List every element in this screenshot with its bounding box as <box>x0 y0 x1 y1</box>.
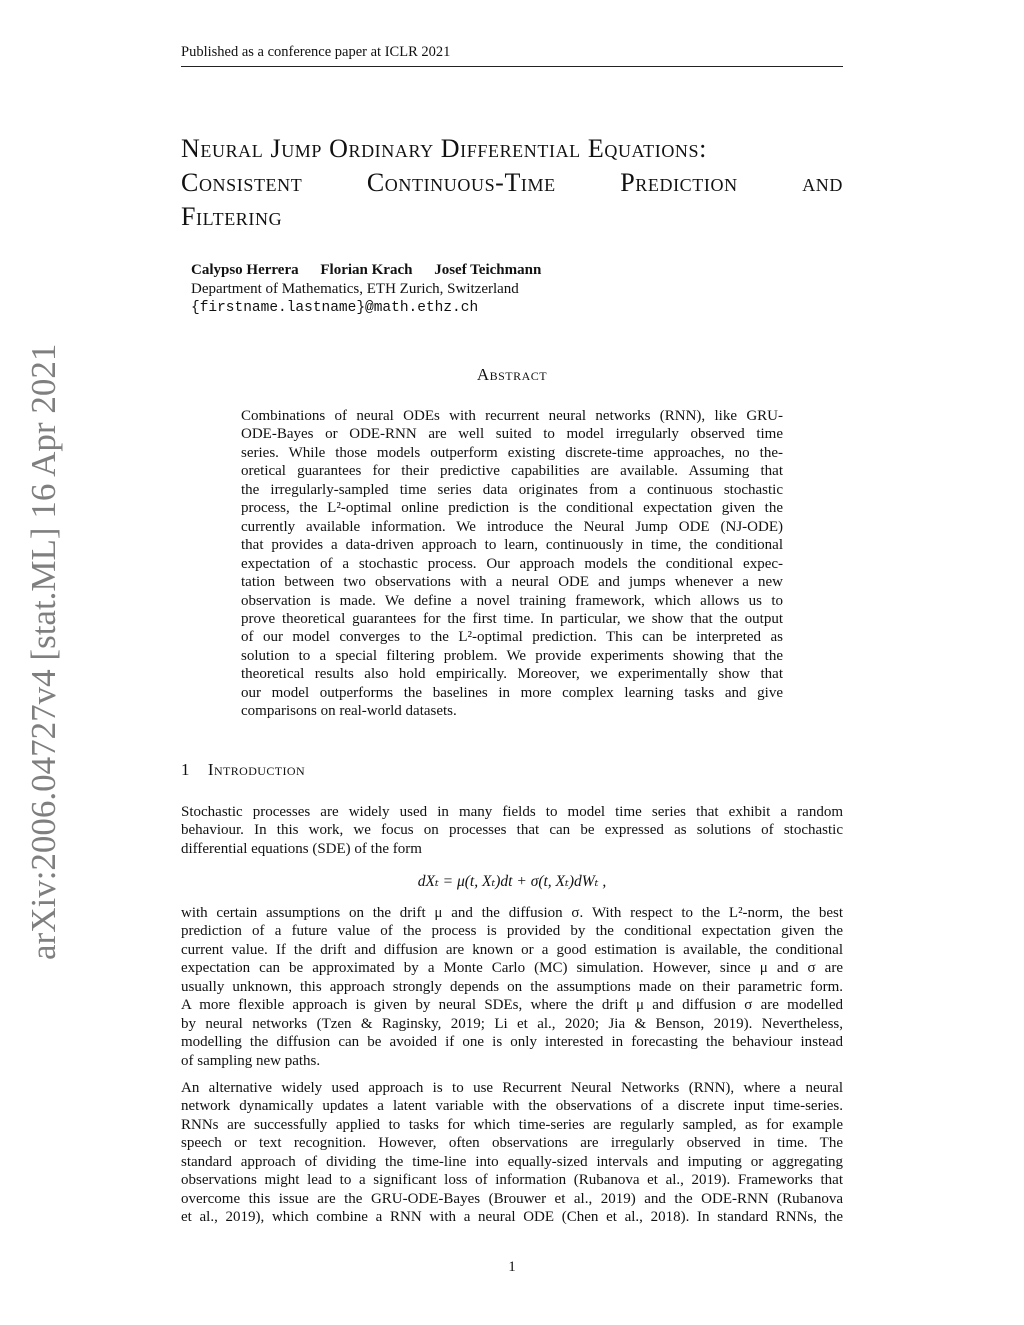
abstract-line: the irregularly-sampled time series data originates from a continuous stochastic <box>241 481 783 498</box>
abstract-line: of our model converges to the L²-optimal prediction. This can be interpreted as <box>241 629 783 646</box>
text-line: differential equations (SDE) of the form <box>181 840 422 857</box>
text-line: modelling the diffusion can be avoided if one is only interested in forecasting the behaviour instead <box>181 1034 843 1051</box>
text-line-with-citations[interactable]: by neural networks (Tzen & Raginsky, 2019; Li et al., 2020; Jia & Benson, 2019). Nevertheless, <box>181 1015 843 1032</box>
abstract-line: prove theoretical guarantees for the first time. In particular, we show that the output <box>241 610 783 627</box>
title-line-3: Filtering <box>181 202 283 231</box>
intro-paragraph-3 <box>181 1079 843 1227</box>
author-affiliation: Department of Mathematics, ETH Zurich, Switzerland <box>191 281 519 297</box>
text-line: behaviour. In this work, we focus on processes that can be expressed as solutions of stochastic <box>181 822 843 839</box>
abstract-line: solution to a special filtering problem. We provide experiments showing that the <box>241 647 783 664</box>
author-name: Calypso Herrera <box>191 262 299 278</box>
section-heading <box>181 760 305 780</box>
text-line: usually unknown, this approach strongly depends on the assumptions made on their parametric form. <box>181 978 843 995</box>
abstract-line: theoretical results also hold empirically. Moreover, we experimentally show that <box>241 666 783 683</box>
abstract-body <box>241 407 783 721</box>
text-line: speech or text recognition. However, often observations are irregularly observed in time. The <box>181 1135 843 1152</box>
text-line-with-citations[interactable]: et al., 2019), which combine a RNN with a neural ODE (Chen et al., 2018). In standard RNNs, the <box>181 1209 843 1226</box>
abstract-line: expectation of a stochastic process. Our approach models the conditional expec- <box>241 555 783 572</box>
text-line: standard approach of dividing the time-line into equally-sized intervals and imputing or aggregating <box>181 1153 843 1170</box>
abstract-line: comparisons on real-world datasets. <box>241 703 457 720</box>
arxiv-stamp: arXiv:2006.04727v4 [stat.ML] 16 Apr 2021 <box>24 343 63 960</box>
author-name: Florian Krach <box>320 262 413 278</box>
text-line-with-citations[interactable]: observations might lead to a significant loss of information (Rubanova et al., 2019). Frameworks that <box>181 1172 843 1189</box>
text-line: A more flexible approach is given by neural SDEs, where the drift μ and diffusion σ are modelled <box>181 997 843 1014</box>
author-block <box>191 261 559 318</box>
text-line: Stochastic processes are widely used in many fields to model time series that exhibit a random <box>181 804 843 820</box>
text-line: RNNs are successfully applied to tasks for which time-series are regularly sampled, as for example <box>181 1116 843 1133</box>
author-email: {firstname.lastname}@math.ethz.ch <box>191 300 479 316</box>
abstract-line: tation between two observations with a neural ODE and jumps whenever a new <box>241 574 783 591</box>
abstract-line: that provides a data-driven approach to learn, continuously in time, the conditional <box>241 537 783 554</box>
title-line-1: Neural Jump Ordinary Differential Equations: <box>181 134 707 163</box>
text-line: prediction of a future value of the process is provided by the conditional expectation given the <box>181 923 843 940</box>
author-names <box>191 261 559 280</box>
section-number: 1 <box>181 760 190 779</box>
page-number: 1 <box>508 1259 516 1275</box>
text-line: An alternative widely used approach is to use Recurrent Neural Networks (RNN), where a neural <box>181 1080 843 1096</box>
sde-equation: dXₜ = μ(t, Xₜ)dt + σ(t, Xₜ)dWₜ , <box>417 873 607 890</box>
text-line: with certain assumptions on the drift μ and the diffusion σ. With respect to the L²-norm, the best <box>181 905 843 921</box>
text-line: expectation can be approximated by a Monte Carlo (MC) simulation. However, since μ and σ are <box>181 960 843 977</box>
text-line: of sampling new paths. <box>181 1052 321 1069</box>
running-header: Published as a conference paper at ICLR 2021 <box>181 44 843 67</box>
abstract-line: currently available information. We introduce the Neural Jump ODE (NJ-ODE) <box>241 518 783 535</box>
intro-paragraph-1 <box>181 803 843 858</box>
abstract-line: Combinations of neural ODEs with recurrent neural networks (RNN), like GRU- <box>241 408 783 424</box>
paper-title <box>181 132 843 234</box>
author-name: Josef Teichmann <box>434 262 542 278</box>
abstract-line: our model outperforms the baselines in more complex learning tasks and give <box>241 684 783 701</box>
title-line-2: Consistent Continuous-Time Prediction and <box>181 168 843 197</box>
abstract-line: observation is made. We define a novel training framework, which allows us to <box>241 592 783 609</box>
abstract-line: series. While those models outperform existing discrete-time approaches, no the- <box>241 444 783 461</box>
text-line-with-citations[interactable]: overcome this issue are the GRU-ODE-Bayes (Brouwer et al., 2019) and the ODE-RNN (Rubanova <box>181 1190 843 1207</box>
abstract-heading: Abstract <box>476 365 548 384</box>
abstract-line: ODE-Bayes or ODE-RNN are well suited to model irregularly observed time <box>241 426 783 443</box>
text-line: network dynamically updates a latent variable with the observations of a discrete input time-series. <box>181 1098 843 1115</box>
intro-paragraph-2 <box>181 904 843 1070</box>
section-title: Introduction <box>207 760 306 779</box>
abstract-line: oretical guarantees for their predictive capabilities are available. Assuming that <box>241 463 783 480</box>
abstract-line: process, the L²-optimal online prediction is the conditional expectation given the <box>241 500 783 517</box>
text-line: current value. If the drift and diffusion are known or a good estimation is available, the conditional <box>181 941 843 958</box>
